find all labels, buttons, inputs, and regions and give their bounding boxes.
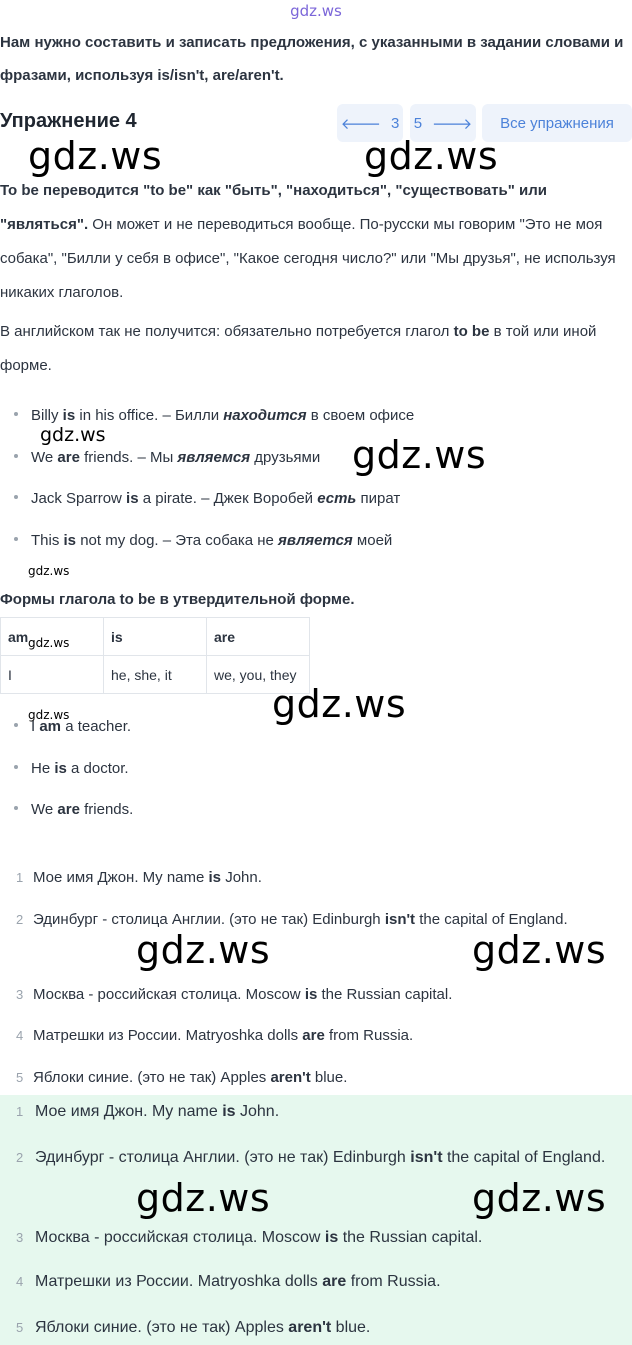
table-header: is <box>104 618 207 656</box>
arrow-left-icon: 🡐 <box>340 115 381 133</box>
theory-paragraph-1-rest: Он может и не переводиться вообще. По-русски мы говорим "Это не моя собака", "Билли у себя в офисе", "Какое сегодня число?" или "Мы друзья", не используя никаких глаголов. <box>0 216 616 301</box>
example-item: Jack Sparrow is a pirate. – Джек Воробей есть пират <box>14 490 400 507</box>
all-exercises-button[interactable] <box>482 104 632 142</box>
forms-heading: Формы глагола to be в утвердительной форме. <box>0 591 355 608</box>
bullet-icon <box>14 765 18 769</box>
answer-item-highlighted: 4 Матрешки из России. Matryoshka dolls are from Russia. <box>16 1273 441 1290</box>
answer-item: 1 Мое имя Джон. My name is John. <box>16 869 262 886</box>
table-cell: we, you, they <box>207 656 310 694</box>
prev-exercise-label: 3 <box>390 114 400 132</box>
watermark: gdz.ws <box>40 424 106 446</box>
watermark: gdz.ws <box>364 134 499 178</box>
theory-paragraph-2: В английском так не получится: обязательно потребуется глагол to be в той или иной форме. <box>0 323 597 374</box>
all-exercises-label: Все упражнения <box>500 114 614 132</box>
theory-paragraph-1 <box>0 174 628 310</box>
answer-item: 5 Яблоки синие. (это не так) Apples aren't blue. <box>16 1069 348 1086</box>
bullet-icon <box>14 412 18 416</box>
answer-item-highlighted: 1 Мое имя Джон. My name is John. <box>16 1103 280 1120</box>
watermark: gdz.ws <box>28 708 70 722</box>
answer-item-highlighted: 2 Эдинбург - столица Англии. (это не так) Edinburgh isn't the capital of England. <box>16 1149 606 1166</box>
example-item: Billy is in his office. – Билли находится в своем офисе <box>14 407 414 424</box>
watermark: gdz.ws <box>472 928 607 972</box>
bullet-icon <box>14 723 18 727</box>
simple-example: I am a teacher. <box>14 718 131 735</box>
table-header: are <box>207 618 310 656</box>
watermark: gdz.ws <box>28 134 163 178</box>
simple-example: We are friends. <box>14 801 133 818</box>
table-cell: I <box>1 656 104 694</box>
watermark-top: gdz.ws <box>290 2 342 20</box>
theory-paragraph-1-bold: To be переводится "to be" как "быть", "находиться", "существовать" или "являться". <box>0 182 548 233</box>
example-item: This is not my dog. – Эта собака не является моей <box>14 532 392 549</box>
table-cell: he, she, it <box>104 656 207 694</box>
answer-item: 4 Матрешки из России. Matryoshka dolls are from Russia. <box>16 1027 414 1044</box>
watermark: gdz.ws <box>28 564 70 578</box>
arrow-right-icon: 🡒 <box>432 115 473 133</box>
bullet-icon <box>14 495 18 499</box>
exercise-title: Упражнение 4 <box>0 110 137 132</box>
watermark: gdz.ws <box>28 636 70 650</box>
bullet-icon <box>14 454 18 458</box>
simple-example: He is a doctor. <box>14 760 129 777</box>
watermark: gdz.ws <box>136 928 271 972</box>
watermark: gdz.ws <box>272 682 407 726</box>
table-header: am <box>1 618 104 656</box>
answer-item: 2 Эдинбург - столица Англии. (это не так) Edinburgh isn't the capital of England. <box>16 911 568 928</box>
watermark: gdz.ws <box>136 1176 271 1220</box>
example-item: We are friends. – Мы являемся друзьями <box>14 449 320 466</box>
watermark: gdz.ws <box>352 433 487 477</box>
answer-item: 3 Москва - российская столица. Moscow is the Russian capital. <box>16 986 453 1003</box>
answer-item-highlighted: 5 Яблоки синие. (это не так) Apples aren't blue. <box>16 1319 371 1336</box>
watermark: gdz.ws <box>472 1176 607 1220</box>
bullet-icon <box>14 806 18 810</box>
next-exercise-label: 5 <box>413 114 423 132</box>
to-be-forms-table <box>0 617 310 694</box>
answer-item-highlighted: 3 Москва - российская столица. Moscow is the Russian capital. <box>16 1229 483 1246</box>
task-intro: Нам нужно составить и записать предложения, с указанными в задании словами и фразами, используя is/isn't, are/aren't. <box>0 34 624 84</box>
table-row <box>1 656 310 694</box>
bullet-icon <box>14 537 18 541</box>
